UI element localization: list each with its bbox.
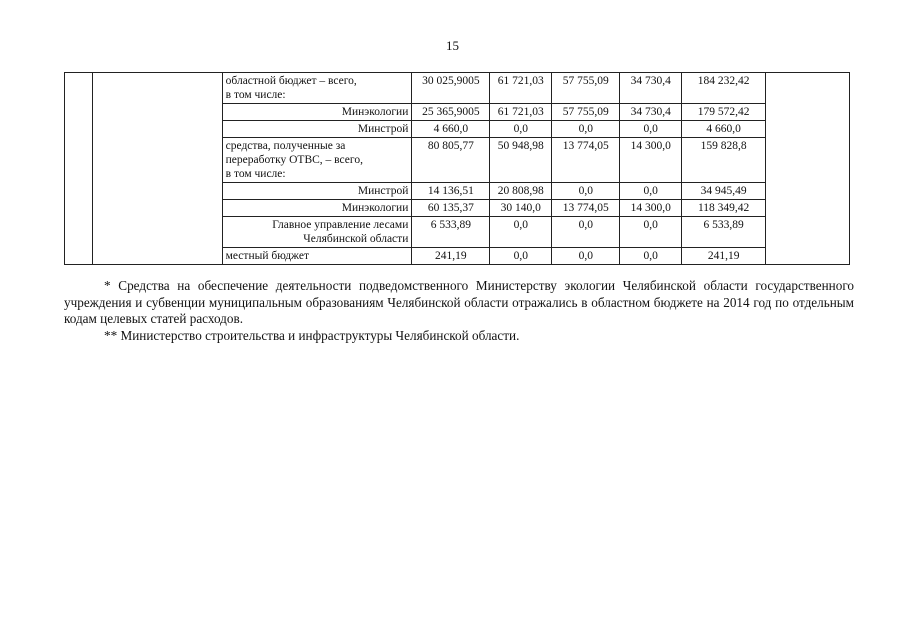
row-label: Минстрой [222,121,412,138]
value-cell: 14 300,0 [620,200,682,217]
row-label: Главное управление лесами Челябинской области [222,217,412,248]
footnote-1: * Средства на обеспечение деятельности подведомственного Министерству экологии Челябинской области государственного учреждения и субвенции муниципальным образованиям Челябинской области отражались в областном бюджете на 2014 год по отдельным кодам целевых статей расходов. [64,278,854,326]
value-cell: 0,0 [490,217,552,248]
value-cell: 0,0 [620,183,682,200]
value-cell: 0,0 [620,121,682,138]
value-cell: 80 805,77 [412,138,490,183]
value-cell: 61 721,03 [490,104,552,121]
footnotes [64,278,854,344]
value-cell: 241,19 [682,248,766,265]
value-cell: 34 730,4 [620,73,682,104]
value-cell: 57 755,09 [552,104,620,121]
value-cell: 0,0 [552,248,620,265]
value-cell: 25 365,9005 [412,104,490,121]
value-cell: 0,0 [620,248,682,265]
value-cell: 0,0 [552,121,620,138]
empty-cell-2 [92,73,222,265]
row-label: местный бюджет [222,248,412,265]
value-cell: 34 945,49 [682,183,766,200]
value-cell: 20 808,98 [490,183,552,200]
footnote-2: ** Министерство строительства и инфраструктуры Челябинской области. [104,327,520,343]
value-cell: 30 140,0 [490,200,552,217]
value-cell: 50 948,98 [490,138,552,183]
value-cell: 61 721,03 [490,73,552,104]
value-cell: 34 730,4 [620,104,682,121]
empty-cell-last [766,73,850,265]
value-cell: 241,19 [412,248,490,265]
row-label: Минстрой [222,183,412,200]
budget-table [64,72,850,265]
value-cell: 0,0 [490,121,552,138]
value-cell: 0,0 [620,217,682,248]
page-number: 15 [446,38,459,53]
value-cell: 118 349,42 [682,200,766,217]
table-row [65,73,850,104]
row-label: Минэкологии [222,200,412,217]
value-cell: 57 755,09 [552,73,620,104]
value-cell: 0,0 [490,248,552,265]
value-cell: 0,0 [552,183,620,200]
value-cell: 14 300,0 [620,138,682,183]
value-cell: 184 232,42 [682,73,766,104]
value-cell: 179 572,42 [682,104,766,121]
value-cell: 4 660,0 [682,121,766,138]
row-label: областной бюджет – всего, в том числе: [222,73,412,104]
value-cell: 13 774,05 [552,138,620,183]
value-cell: 6 533,89 [682,217,766,248]
value-cell: 60 135,37 [412,200,490,217]
value-cell: 6 533,89 [412,217,490,248]
empty-cell-1 [65,73,93,265]
value-cell: 14 136,51 [412,183,490,200]
row-label: Минэкологии [222,104,412,121]
value-cell: 0,0 [552,217,620,248]
value-cell: 159 828,8 [682,138,766,183]
value-cell: 30 025,9005 [412,73,490,104]
value-cell: 4 660,0 [412,121,490,138]
row-label: средства, полученные за переработку ОТВС, – всего, в том числе: [222,138,412,183]
value-cell: 13 774,05 [552,200,620,217]
